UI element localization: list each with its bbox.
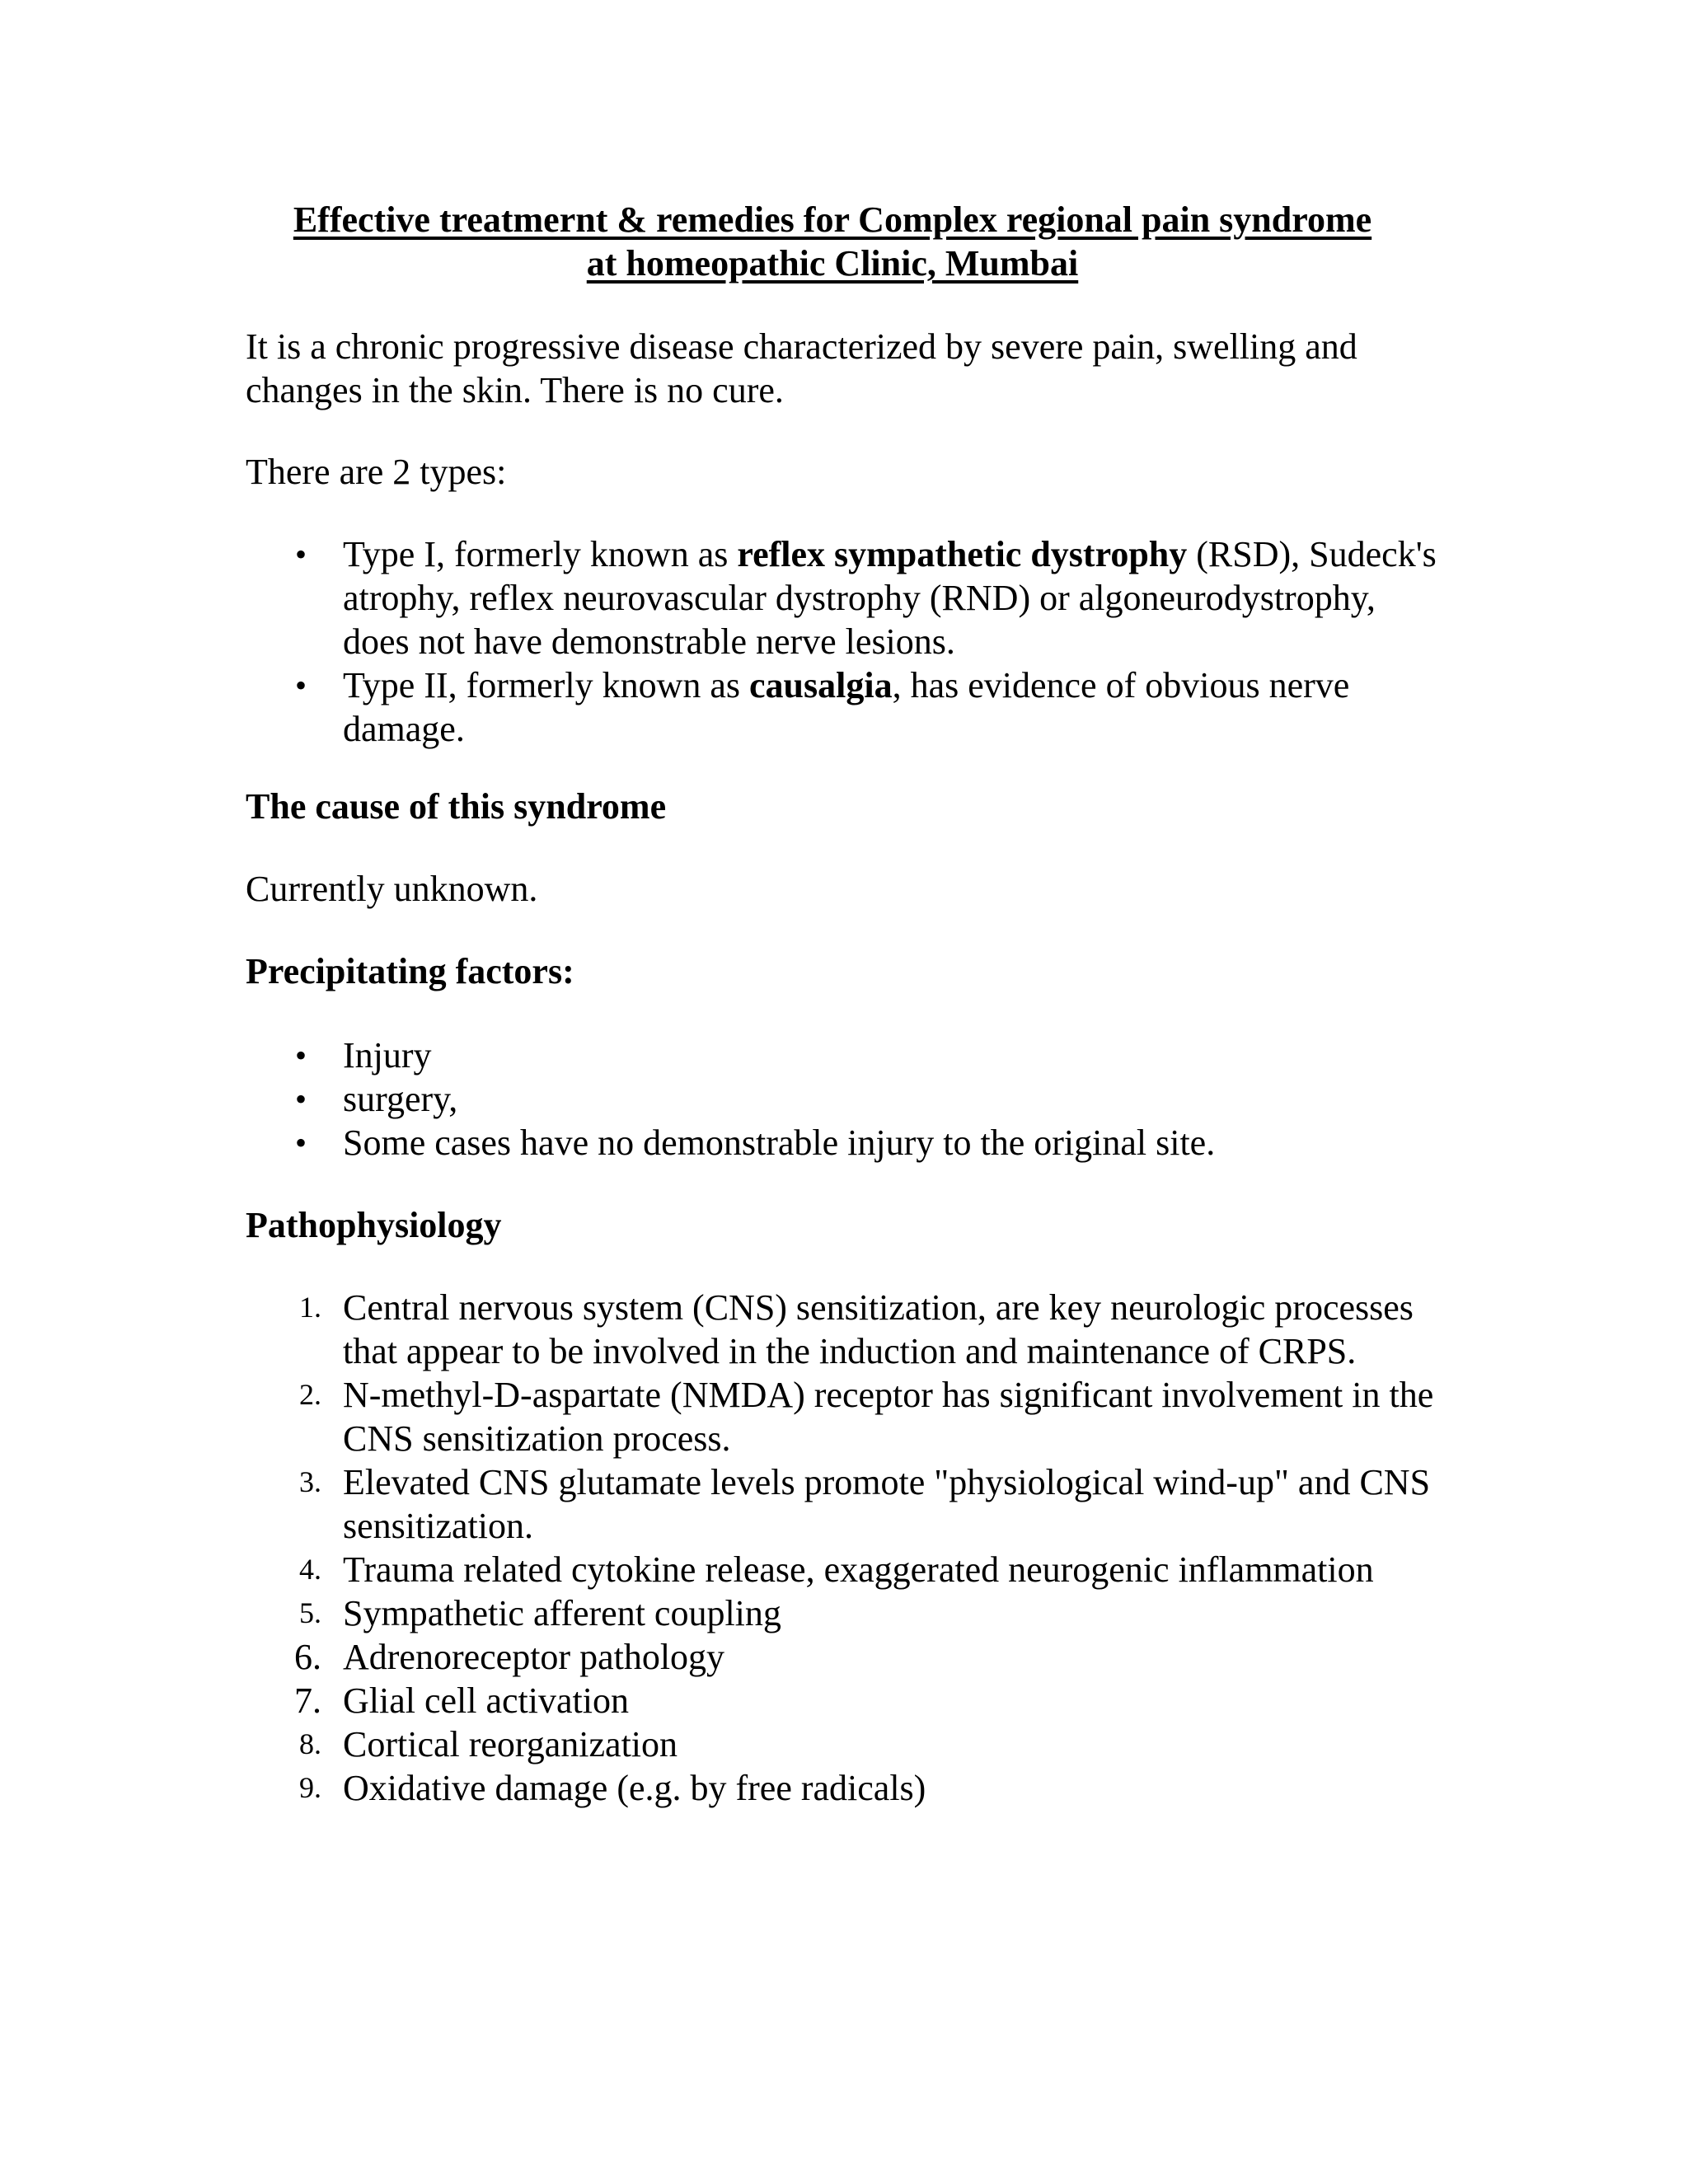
list-item: • Injury — [295, 1035, 432, 1076]
list-item: 6. Adrenoreceptor pathology — [246, 1635, 1441, 1679]
types-intro: There are 2 types: — [246, 452, 507, 492]
cause-heading: The cause of this syndrome — [246, 786, 667, 827]
list-number: 4. — [299, 1553, 321, 1586]
patho-heading: Pathophysiology — [246, 1205, 502, 1245]
bold-term: reflex sympathetic dystrophy — [737, 534, 1188, 574]
patho-list — [246, 1286, 1441, 1810]
document-title — [246, 198, 1419, 285]
list-number: 6. — [294, 1637, 321, 1677]
list-number: 1. — [299, 1291, 321, 1324]
list-item: 8. Cortical reorganization — [246, 1722, 1441, 1766]
factors-heading: Precipitating factors: — [246, 951, 574, 991]
bullet-icon: • — [295, 667, 307, 704]
list-item: 2. N-methyl-D-aspartate (NMDA) receptor has significant involvement in the CNS sensitization process. — [246, 1373, 1441, 1460]
bullet-icon: • — [295, 1124, 307, 1161]
list-item: • Type II, formerly known as causalgia, has evidence of obvious nerve damage. — [295, 665, 1350, 749]
title-line-2: at homeopathic Clinic, Mumbai — [586, 243, 1079, 284]
list-item: • surgery, — [295, 1079, 458, 1119]
bullet-icon: • — [295, 1037, 307, 1074]
list-number: 5. — [299, 1596, 321, 1629]
list-number: 8. — [299, 1727, 321, 1760]
list-item: 5. Sympathetic afferent coupling — [246, 1591, 1441, 1635]
list-item: 1. Central nervous system (CNS) sensitization, are key neurologic processes that appear to be involved in the induction and maintenance of CRPS. — [246, 1286, 1441, 1373]
list-item: • Type I, formerly known as reflex sympathetic dystrophy (RSD), Sudeck's atrophy, reflex neurovascular dystrophy (RND) or algoneurodystrophy, does not have demonstrable nerve lesions. — [295, 534, 1437, 662]
list-item: 9. Oxidative damage (e.g. by free radicals) — [246, 1766, 1441, 1810]
list-item: • Some cases have no demonstrable injury to the original site. — [295, 1122, 1216, 1163]
bullet-icon: • — [295, 536, 307, 573]
list-number: 9. — [299, 1771, 321, 1804]
list-number: 7. — [294, 1680, 321, 1721]
types-list — [246, 532, 1441, 751]
list-number: 3. — [299, 1465, 321, 1498]
title-line-1: Effective treatmernt & remedies for Complex regional pain syndrome — [293, 199, 1372, 240]
intro-paragraph: It is a chronic progressive disease characterized by severe pain, swelling and changes in the skin. There is no cure. — [246, 326, 1357, 410]
bold-term: causalgia — [749, 665, 893, 705]
cause-text: Currently unknown. — [246, 869, 538, 909]
list-item: 7. Glial cell activation — [246, 1679, 1441, 1722]
factors-list — [246, 1033, 1441, 1165]
list-item: 3. Elevated CNS glutamate levels promote "physiological wind-up" and CNS sensitization. — [246, 1460, 1441, 1548]
list-item: 4. Trauma related cytokine release, exaggerated neurogenic inflammation — [246, 1548, 1441, 1591]
list-number: 2. — [299, 1378, 321, 1411]
bullet-icon: • — [295, 1080, 307, 1118]
